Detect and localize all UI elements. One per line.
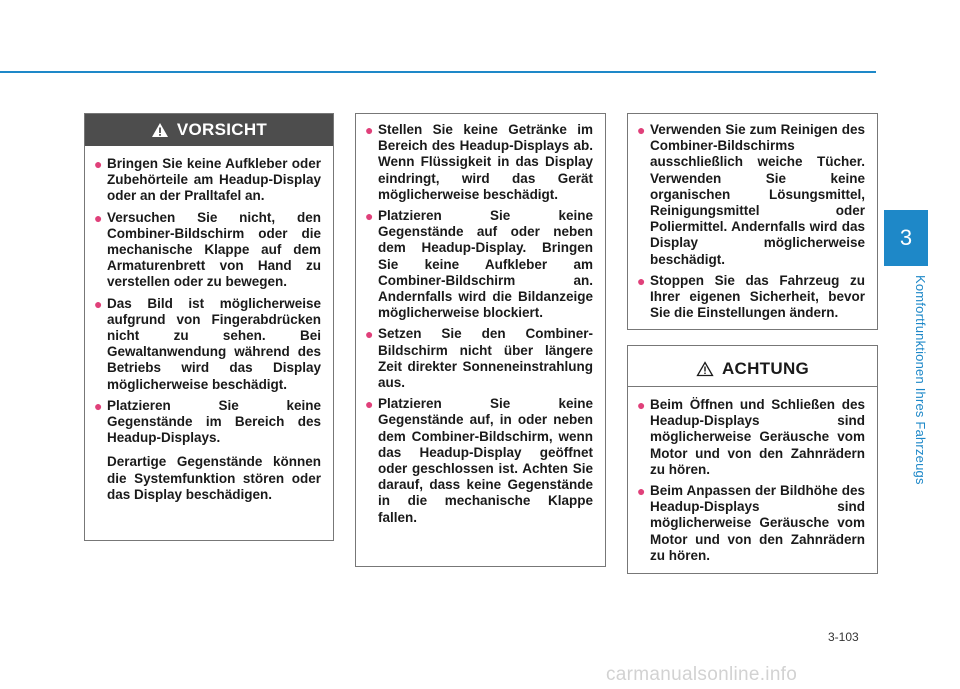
achtung-title: ACHTUNG [721, 359, 810, 378]
list-item: ● Platzieren Sie keine Gegenstände auf, in oder neben dem Combiner-Bildschirm, wenn das Headup-Display geöffnet oder geschlossen ist. Achten Sie darauf, dass keine Gegenstände in die mechanische Klappe fallen. [365, 396, 593, 525]
list-item: ● Beim Öffnen und Schließen des Headup-Displays sind möglicherweise Geräusche vom Motor und von den Zahnrädern zu hören. [637, 397, 865, 477]
bullet-icon: ● [94, 209, 103, 226]
bullet-icon: ● [94, 295, 103, 312]
bullet-icon: ● [637, 272, 646, 289]
warning-triangle-icon [696, 361, 714, 377]
bullet-icon: ● [365, 122, 374, 138]
bullet-icon: ● [365, 326, 374, 343]
bullet-icon: ● [637, 122, 646, 138]
page-number: 3-103 [828, 630, 859, 644]
vorsicht-title: VORSICHT [176, 120, 268, 139]
achtung-header [628, 352, 877, 387]
achtung-box [627, 345, 878, 574]
list-item: ● Versuchen Sie nicht, den Combiner-Bildschirm oder die mechanische Klappe auf dem Armaturenbrett von Hand zu verstellen oder zu bewegen. [94, 209, 321, 290]
watermark: carmanualsonline.info [606, 664, 798, 685]
chapter-title: Komfortfunktionen Ihres Fahrzeugs [913, 275, 928, 485]
list-item: ● Platzieren Sie keine Gegenstände auf oder neben dem Headup-Display. Bringen Sie keine Aufkleber am Combiner-Bildschirm an. Andernfalls wird die Bildanzeige möglicherweise blockiert. [365, 208, 593, 321]
list-item: ● Bringen Sie keine Aufkleber oder Zubehörteile am Headup-Display oder an der Pralltafel an. [94, 156, 321, 204]
top-rule [0, 71, 876, 73]
bullet-icon: ● [94, 156, 103, 172]
bullet-icon: ● [637, 397, 646, 413]
vorsicht-note: Derartige Gegenstände können die Systemfunktion stören oder das Display beschädigen. [107, 454, 321, 502]
list-item: ● Stoppen Sie das Fahrzeug zu Ihrer eigenen Sicherheit, bevor Sie die Einstellungen ändern. [637, 272, 865, 321]
vorsicht-header [85, 114, 333, 146]
bullet-icon: ● [637, 483, 646, 500]
list-item: ● Verwenden Sie zum Reinigen des Combiner-Bildschirms ausschließlich weiche Tücher. Verwenden Sie keine organischen Lösungsmittel, Reinigungsmittel oder Poliermittel. Andernfalls wird das Display möglicherweise beschädigt. [637, 122, 865, 267]
list-item: ● Stellen Sie keine Getränke im Bereich des Headup-Displays ab. Wenn Flüssigkeit in das Display eindringt, wird das Gerät möglicherweise beschädigt. [365, 122, 593, 202]
vorsicht-box [84, 113, 334, 541]
list-item: ● Platzieren Sie keine Gegenstände im Bereich des Headup-Displays. [94, 397, 321, 446]
bullet-icon: ● [365, 208, 374, 225]
list-item: ● Setzen Sie den Combiner-Bildschirm nicht über längere Zeit direkter Sonneneinstrahlung aus. [365, 326, 593, 391]
list-item: ● Beim Anpassen der Bildhöhe des Headup-Displays sind möglicherweise Geräusche vom Motor und von den Zahnrädern zu hören. [637, 483, 865, 563]
middle-box [355, 113, 606, 567]
right-top-box [627, 113, 878, 330]
list-item: ● Das Bild ist möglicherweise aufgrund von Fingerabdrücken nicht zu sehen. Bei Gewaltanwendung während des Betriebs wird das Display möglicherweise beschädigt. [94, 295, 321, 392]
chapter-number-tab: 3 [884, 210, 928, 266]
bullet-icon: ● [365, 396, 374, 413]
warning-triangle-icon [151, 122, 169, 138]
bullet-icon: ● [94, 397, 103, 414]
